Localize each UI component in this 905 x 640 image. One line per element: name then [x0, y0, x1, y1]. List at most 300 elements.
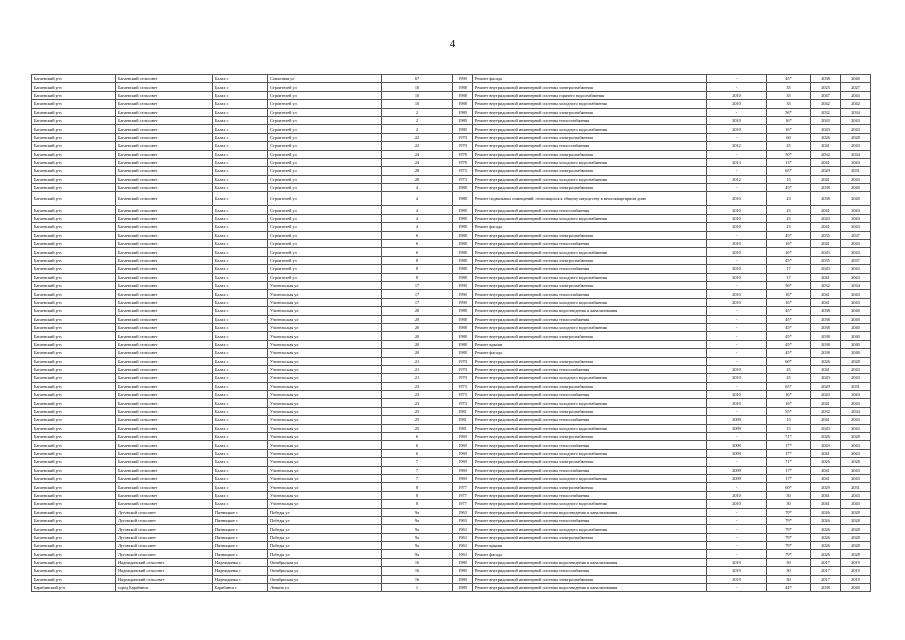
cell-plan-end-year: 2034 [841, 150, 871, 158]
cell-locality: Балах с [213, 265, 268, 273]
cell-wear-percent: 60 [767, 133, 811, 141]
table-row [32, 491, 871, 499]
cell-plan-end-year: 2043 [841, 240, 871, 248]
cell-street: Учительская ул [268, 298, 382, 306]
cell-settlement: Багаевский сельсовет [116, 399, 213, 407]
cell-settlement: город Барабинск [116, 584, 213, 592]
cell-settlement: Луговской сельсовет [116, 533, 213, 541]
cell-work-type: Ремонт внутридомовой инженерной системы холодного водоснабжения [473, 323, 707, 331]
cell-build-year: 1988 [453, 332, 473, 340]
cell-district: Багаевский р-н [32, 273, 116, 281]
cell-last-repair-year: 2009 [707, 441, 767, 449]
cell-plan-end-year: 2043 [841, 424, 871, 432]
cell-house-number: 2 [382, 108, 453, 116]
cell-plan-end-year: 2028 [841, 542, 871, 550]
cell-build-year: 1988 [453, 214, 473, 222]
cell-house-number: 22 [382, 133, 453, 141]
cell-house-number: 6 [382, 231, 453, 239]
cell-plan-start-year: 2025 [811, 83, 841, 91]
cell-work-type: Ремонт внутридомовой инженерной системы теплоснабжения [473, 567, 707, 575]
cell-plan-start-year: 2041 [811, 500, 841, 508]
table-row [32, 315, 871, 323]
cell-house-number: 10 [382, 83, 453, 91]
cell-work-type: Ремонт внутридомовой инженерной системы теплоснабжения [473, 206, 707, 214]
cell-build-year: 1970 [453, 133, 473, 141]
cell-plan-start-year: 2043 [811, 391, 841, 399]
cell-street: Победы ул [268, 550, 382, 558]
cell-work-type: Ремонт внутридомовой инженерной системы теплоснабжения [473, 391, 707, 399]
cell-last-repair-year: 2010 [707, 391, 767, 399]
cell-last-repair-year: - [707, 550, 767, 558]
cell-plan-end-year: 2037 [841, 231, 871, 239]
cell-wear-percent: 45* [767, 332, 811, 340]
cell-work-type: Ремонт внутридомовой инженерной системы холодного водоснабжения [473, 158, 707, 166]
cell-plan-end-year: 2028 [841, 525, 871, 533]
table-row [32, 474, 871, 482]
table-row [32, 158, 871, 166]
cell-locality: Балах с [213, 248, 268, 256]
cell-street: Строителей ул [268, 91, 382, 99]
cell-settlement: Багаевский сельсовет [116, 167, 213, 175]
cell-plan-start-year: 2032 [811, 281, 841, 289]
cell-house-number: 7 [382, 474, 453, 482]
cell-plan-start-year: 2041 [811, 399, 841, 407]
cell-locality: Пятницкое с [213, 550, 268, 558]
cell-district: Багаевский р-н [32, 407, 116, 415]
cell-work-type: Ремонт внутридомовой инженерной системы водоотведения и канализования [473, 584, 707, 592]
cell-plan-end-year: 2019 [841, 575, 871, 583]
cell-plan-end-year: 2043 [841, 466, 871, 474]
cell-wear-percent: 17* [767, 466, 811, 474]
cell-locality: Надеждинка с [213, 567, 268, 575]
cell-district: Багаевский р-н [32, 265, 116, 273]
cell-house-number: 9а [382, 525, 453, 533]
cell-locality: Балах с [213, 349, 268, 357]
table-row [32, 100, 871, 108]
cell-plan-end-year: 2043 [841, 391, 871, 399]
cell-work-type: Ремонт внутридомовой инженерной системы теплоснабжения [473, 116, 707, 124]
table-row [32, 441, 871, 449]
cell-wear-percent: 16* [767, 290, 811, 298]
cell-district: Багаевский р-н [32, 340, 116, 348]
cell-district: Багаевский р-н [32, 357, 116, 365]
cell-locality: Пятницкое с [213, 533, 268, 541]
cell-locality: Балах с [213, 206, 268, 214]
cell-plan-start-year: 2026 [811, 508, 841, 516]
cell-plan-start-year: 2026 [811, 550, 841, 558]
cell-plan-start-year: 2041 [811, 449, 841, 457]
cell-plan-end-year: 2028 [841, 533, 871, 541]
cell-settlement: Багаевский сельсовет [116, 433, 213, 441]
cell-locality: Балах с [213, 374, 268, 382]
cell-plan-start-year: 2043 [811, 424, 841, 432]
cell-street: Учительская ул [268, 474, 382, 482]
cell-build-year: 1988 [453, 323, 473, 331]
cell-locality: Пятницкое с [213, 542, 268, 550]
cell-locality: Балах с [213, 75, 268, 83]
cell-wear-percent: 79* [767, 542, 811, 550]
cell-work-type: Ремонт внутридомовой инженерной системы электроснабжения [473, 184, 707, 192]
cell-build-year: 1981 [453, 424, 473, 432]
cell-work-type: Ремонт внутридомовой инженерной системы электроснабжения [473, 83, 707, 91]
table-row [32, 349, 871, 357]
cell-house-number: 6 [382, 441, 453, 449]
cell-plan-start-year: 2041 [811, 175, 841, 183]
cell-settlement: Багаевский сельсовет [116, 424, 213, 432]
cell-plan-start-year: 2026 [811, 433, 841, 441]
cell-street: Учительская ул [268, 458, 382, 466]
cell-last-repair-year: 2013 [707, 158, 767, 166]
cell-work-type: Ремонт фасада [473, 75, 707, 83]
table-row [32, 391, 871, 399]
cell-build-year: 1963 [453, 516, 473, 524]
cell-plan-end-year: 2040 [841, 584, 871, 592]
cell-locality: Балах с [213, 192, 268, 206]
cell-settlement: Багаевский сельсовет [116, 474, 213, 482]
cell-last-repair-year: - [707, 533, 767, 541]
cell-street: Учительская ул [268, 323, 382, 331]
table-row [32, 584, 871, 592]
cell-plan-end-year: 2040 [841, 332, 871, 340]
table-row [32, 290, 871, 298]
cell-house-number: 7 [382, 458, 453, 466]
document-table [31, 74, 871, 592]
cell-work-type: Ремонт внутридомовой инженерной системы холодного водоснабжения [473, 298, 707, 306]
cell-street: Учительская ул [268, 307, 382, 315]
table-row [32, 240, 871, 248]
cell-street: Совхозная ул [268, 75, 382, 83]
cell-wear-percent: 56* [767, 108, 811, 116]
cell-house-number: 20 [382, 323, 453, 331]
cell-build-year: 1980 [453, 116, 473, 124]
cell-settlement: Багаевский сельсовет [116, 100, 213, 108]
cell-street: Учительская ул [268, 407, 382, 415]
cell-work-type: Ремонт внутридомовой инженерной системы холодного водоснабжения [473, 399, 707, 407]
cell-work-type: Ремонт внутридомовой инженерной системы холодного водоснабжения [473, 214, 707, 222]
cell-house-number: 10 [382, 91, 453, 99]
cell-district: Багаевский р-н [32, 315, 116, 323]
cell-house-number: 20 [382, 349, 453, 357]
cell-district: Багаевский р-н [32, 525, 116, 533]
cell-work-type: Ремонт внутридомовой инженерной системы теплоснабжения [473, 240, 707, 248]
cell-district: Багаевский р-н [32, 256, 116, 264]
cell-work-type: Ремонт внутридомовой инженерной системы электроснабжения [473, 150, 707, 158]
cell-settlement: Багаевский сельсовет [116, 158, 213, 166]
cell-street: Строителей ул [268, 150, 382, 158]
cell-locality: Балах с [213, 441, 268, 449]
cell-house-number: 22 [382, 142, 453, 150]
cell-plan-end-year: 2040 [841, 323, 871, 331]
cell-wear-percent: 65* [767, 167, 811, 175]
cell-build-year: 1988 [453, 248, 473, 256]
cell-house-number: 20 [382, 307, 453, 315]
cell-locality: Балах с [213, 399, 268, 407]
cell-house-number: 6 [382, 248, 453, 256]
cell-settlement: Багаевский сельсовет [116, 125, 213, 133]
table-row [32, 116, 871, 124]
cell-plan-end-year: 2040 [841, 349, 871, 357]
cell-settlement: Надеждинский сельсовет [116, 558, 213, 566]
cell-settlement: Багаевский сельсовет [116, 441, 213, 449]
cell-plan-start-year: 2035 [811, 256, 841, 264]
cell-build-year: 1988 [453, 206, 473, 214]
cell-settlement: Багаевский сельсовет [116, 298, 213, 306]
cell-locality: Балах с [213, 116, 268, 124]
cell-plan-end-year: 2040 [841, 184, 871, 192]
cell-plan-start-year: 2043 [811, 374, 841, 382]
cell-wear-percent: 60* [767, 483, 811, 491]
cell-work-type: Ремонт внутридомовой инженерной системы электроснабжения [473, 433, 707, 441]
cell-district: Багаевский р-н [32, 231, 116, 239]
cell-build-year: 1970 [453, 365, 473, 373]
cell-house-number: 21 [382, 357, 453, 365]
cell-plan-start-year: 2017 [811, 558, 841, 566]
cell-house-number: 23 [382, 391, 453, 399]
cell-street: Строителей ул [268, 273, 382, 281]
cell-district: Багаевский р-н [32, 75, 116, 83]
table-row [32, 374, 871, 382]
cell-locality: Балах с [213, 500, 268, 508]
cell-plan-end-year: 2043 [841, 298, 871, 306]
cell-plan-start-year: 2038 [811, 75, 841, 83]
cell-last-repair-year: 2009 [707, 474, 767, 482]
cell-district: Багаевский р-н [32, 142, 116, 150]
cell-wear-percent: 16* [767, 248, 811, 256]
cell-district: Багаевский р-н [32, 290, 116, 298]
cell-work-type: Ремонт внутридомовой инженерной системы водоотведения и канализования [473, 508, 707, 516]
cell-build-year: 1988 [453, 184, 473, 192]
cell-plan-end-year: 2028 [841, 433, 871, 441]
cell-street: Учительская ул [268, 340, 382, 348]
cell-settlement: Багаевский сельсовет [116, 75, 213, 83]
cell-wear-percent: 17 [767, 265, 811, 273]
cell-wear-percent: 79* [767, 516, 811, 524]
cell-street: Строителей ул [268, 167, 382, 175]
cell-district: Багаевский р-н [32, 223, 116, 231]
cell-settlement: Багаевский сельсовет [116, 500, 213, 508]
cell-plan-end-year: 2028 [841, 133, 871, 141]
cell-street: Учительская ул [268, 399, 382, 407]
table-row [32, 133, 871, 141]
cell-district: Багаевский р-н [32, 575, 116, 583]
cell-build-year: 1969 [453, 474, 473, 482]
cell-street: Учительская ул [268, 449, 382, 457]
table-row [32, 192, 871, 206]
cell-locality: Балах с [213, 175, 268, 183]
cell-last-repair-year: 2012 [707, 175, 767, 183]
cell-street: Учительская ул [268, 416, 382, 424]
cell-work-type: Ремонт внутридомовой инженерной системы холодного водоснабжения [473, 100, 707, 108]
cell-settlement: Багаевский сельсовет [116, 323, 213, 331]
cell-street: Строителей ул [268, 116, 382, 124]
cell-settlement: Багаевский сельсовет [116, 307, 213, 315]
table-row [32, 273, 871, 281]
cell-settlement: Багаевский сельсовет [116, 458, 213, 466]
cell-plan-start-year: 2026 [811, 458, 841, 466]
cell-last-repair-year: - [707, 340, 767, 348]
cell-plan-end-year: 2034 [841, 407, 871, 415]
cell-locality: Балах с [213, 214, 268, 222]
cell-locality: Балах с [213, 184, 268, 192]
cell-wear-percent: 15 [767, 416, 811, 424]
table-row [32, 298, 871, 306]
cell-last-repair-year: - [707, 315, 767, 323]
cell-work-type: Ремонт фасада [473, 550, 707, 558]
cell-district: Багаевский р-н [32, 441, 116, 449]
cell-locality: Балах с [213, 382, 268, 390]
cell-plan-start-year: 2038 [811, 340, 841, 348]
cell-street: Строителей ул [268, 100, 382, 108]
cell-build-year: 1990 [453, 290, 473, 298]
cell-settlement: Багаевский сельсовет [116, 349, 213, 357]
cell-last-repair-year: 2019 [707, 575, 767, 583]
cell-plan-end-year: 2040 [841, 307, 871, 315]
cell-street: Строителей ул [268, 223, 382, 231]
cell-locality: Балах с [213, 323, 268, 331]
cell-house-number: 67 [382, 75, 453, 83]
cell-wear-percent: 25 [767, 365, 811, 373]
cell-last-repair-year: 2019 [707, 558, 767, 566]
cell-last-repair-year: - [707, 256, 767, 264]
cell-district: Багаевский р-н [32, 365, 116, 373]
cell-build-year: 1988 [453, 256, 473, 264]
cell-build-year: 1963 [453, 525, 473, 533]
cell-wear-percent: 30 [767, 491, 811, 499]
table-row [32, 142, 871, 150]
cell-work-type: Ремонт внутридомовой инженерной системы холодного водоснабжения [473, 474, 707, 482]
cell-locality: Балах с [213, 474, 268, 482]
cell-house-number: 9а [382, 533, 453, 541]
cell-district: Багаевский р-н [32, 206, 116, 214]
cell-plan-end-year: 2043 [841, 175, 871, 183]
cell-district: Багаевский р-н [32, 433, 116, 441]
cell-wear-percent: 71* [767, 458, 811, 466]
cell-plan-start-year: 2038 [811, 192, 841, 206]
cell-last-repair-year: 2009 [707, 466, 767, 474]
cell-street: Строителей ул [268, 248, 382, 256]
cell-house-number: 9а [382, 542, 453, 550]
cell-house-number: 24 [382, 158, 453, 166]
table-row [32, 466, 871, 474]
cell-plan-start-year: 2041 [811, 298, 841, 306]
cell-street: Учительская ул [268, 382, 382, 390]
cell-build-year: 1980 [453, 558, 473, 566]
cell-last-repair-year: 2010 [707, 91, 767, 99]
cell-wear-percent: 16* [767, 391, 811, 399]
cell-plan-start-year: 2038 [811, 184, 841, 192]
cell-last-repair-year: 2010 [707, 298, 767, 306]
cell-wear-percent: 45* [767, 340, 811, 348]
cell-work-type: Ремонт внутридомовой инженерной системы электроснабжения [473, 332, 707, 340]
cell-settlement: Луговской сельсовет [116, 550, 213, 558]
table-row [32, 458, 871, 466]
cell-locality: Балах с [213, 158, 268, 166]
cell-wear-percent: 60* [767, 357, 811, 365]
cell-street: Октябрьская ул [268, 558, 382, 566]
cell-settlement: Багаевский сельсовет [116, 416, 213, 424]
cell-work-type: Ремонт внутридомовой инженерной системы холодного водоснабжения [473, 424, 707, 432]
cell-district: Багаевский р-н [32, 281, 116, 289]
cell-plan-start-year: 2032 [811, 407, 841, 415]
cell-work-type: Ремонт внутридомовой инженерной системы теплоснабжения [473, 290, 707, 298]
table-row [32, 125, 871, 133]
cell-build-year: 1990 [453, 281, 473, 289]
cell-house-number: 2 [382, 116, 453, 124]
cell-plan-start-year: 2041 [811, 474, 841, 482]
cell-locality: Балах с [213, 167, 268, 175]
cell-locality: Балах с [213, 240, 268, 248]
cell-build-year: 1963 [453, 550, 473, 558]
cell-settlement: Багаевский сельсовет [116, 223, 213, 231]
cell-district: Багаевский р-н [32, 323, 116, 331]
cell-locality: Балах с [213, 298, 268, 306]
cell-build-year: 1973 [453, 391, 473, 399]
cell-plan-end-year: 2043 [841, 125, 871, 133]
cell-work-type: Ремонт внутридомовой инженерной системы электроснабжения [473, 231, 707, 239]
cell-district: Багаевский р-н [32, 91, 116, 99]
cell-district: Багаевский р-н [32, 240, 116, 248]
table-row [32, 265, 871, 273]
cell-house-number: 8 [382, 491, 453, 499]
table-row [32, 206, 871, 214]
cell-locality: Балах с [213, 365, 268, 373]
cell-locality: Балах с [213, 281, 268, 289]
cell-street: Строителей ул [268, 240, 382, 248]
table-row [32, 558, 871, 566]
cell-last-repair-year: - [707, 508, 767, 516]
cell-street: Октябрьская ул [268, 567, 382, 575]
cell-wear-percent: 50* [767, 150, 811, 158]
cell-settlement: Багаевский сельсовет [116, 290, 213, 298]
cell-build-year: 1973 [453, 382, 473, 390]
cell-district: Багаевский р-н [32, 399, 116, 407]
cell-house-number: 2 [382, 125, 453, 133]
cell-build-year: 1977 [453, 483, 473, 491]
cell-settlement: Багаевский сельсовет [116, 491, 213, 499]
table-row [32, 214, 871, 222]
cell-work-type: Ремонт внутридомовой инженерной системы холодного водоснабжения [473, 500, 707, 508]
table-row [32, 433, 871, 441]
cell-plan-end-year: 2042 [841, 100, 871, 108]
cell-settlement: Багаевский сельсовет [116, 374, 213, 382]
cell-plan-end-year: 2043 [841, 223, 871, 231]
table-row [32, 323, 871, 331]
cell-house-number: 17 [382, 281, 453, 289]
cell-settlement: Багаевский сельсовет [116, 273, 213, 281]
cell-house-number: 1 [382, 584, 453, 592]
cell-plan-start-year: 2041 [811, 491, 841, 499]
cell-plan-start-year: 2043 [811, 265, 841, 273]
cell-settlement: Багаевский сельсовет [116, 265, 213, 273]
cell-build-year: 1990 [453, 75, 473, 83]
cell-last-repair-year: 2010 [707, 374, 767, 382]
cell-street: Учительская ул [268, 349, 382, 357]
cell-wear-percent: 16* [767, 399, 811, 407]
table-row [32, 332, 871, 340]
cell-plan-end-year: 2043 [841, 265, 871, 273]
cell-settlement: Багаевский сельсовет [116, 116, 213, 124]
cell-work-type: Ремонт внутридомовой инженерной системы электроснабжения [473, 382, 707, 390]
cell-settlement: Багаевский сельсовет [116, 483, 213, 491]
cell-wear-percent: 23 [767, 206, 811, 214]
cell-last-repair-year: - [707, 323, 767, 331]
cell-wear-percent: 25 [767, 374, 811, 382]
cell-build-year: 1963 [453, 508, 473, 516]
cell-work-type: Ремонт внутридомовой инженерной системы электроснабжения [473, 256, 707, 264]
cell-house-number: 4 [382, 192, 453, 206]
cell-last-repair-year: 2010 [707, 248, 767, 256]
cell-build-year: 1988 [453, 223, 473, 231]
